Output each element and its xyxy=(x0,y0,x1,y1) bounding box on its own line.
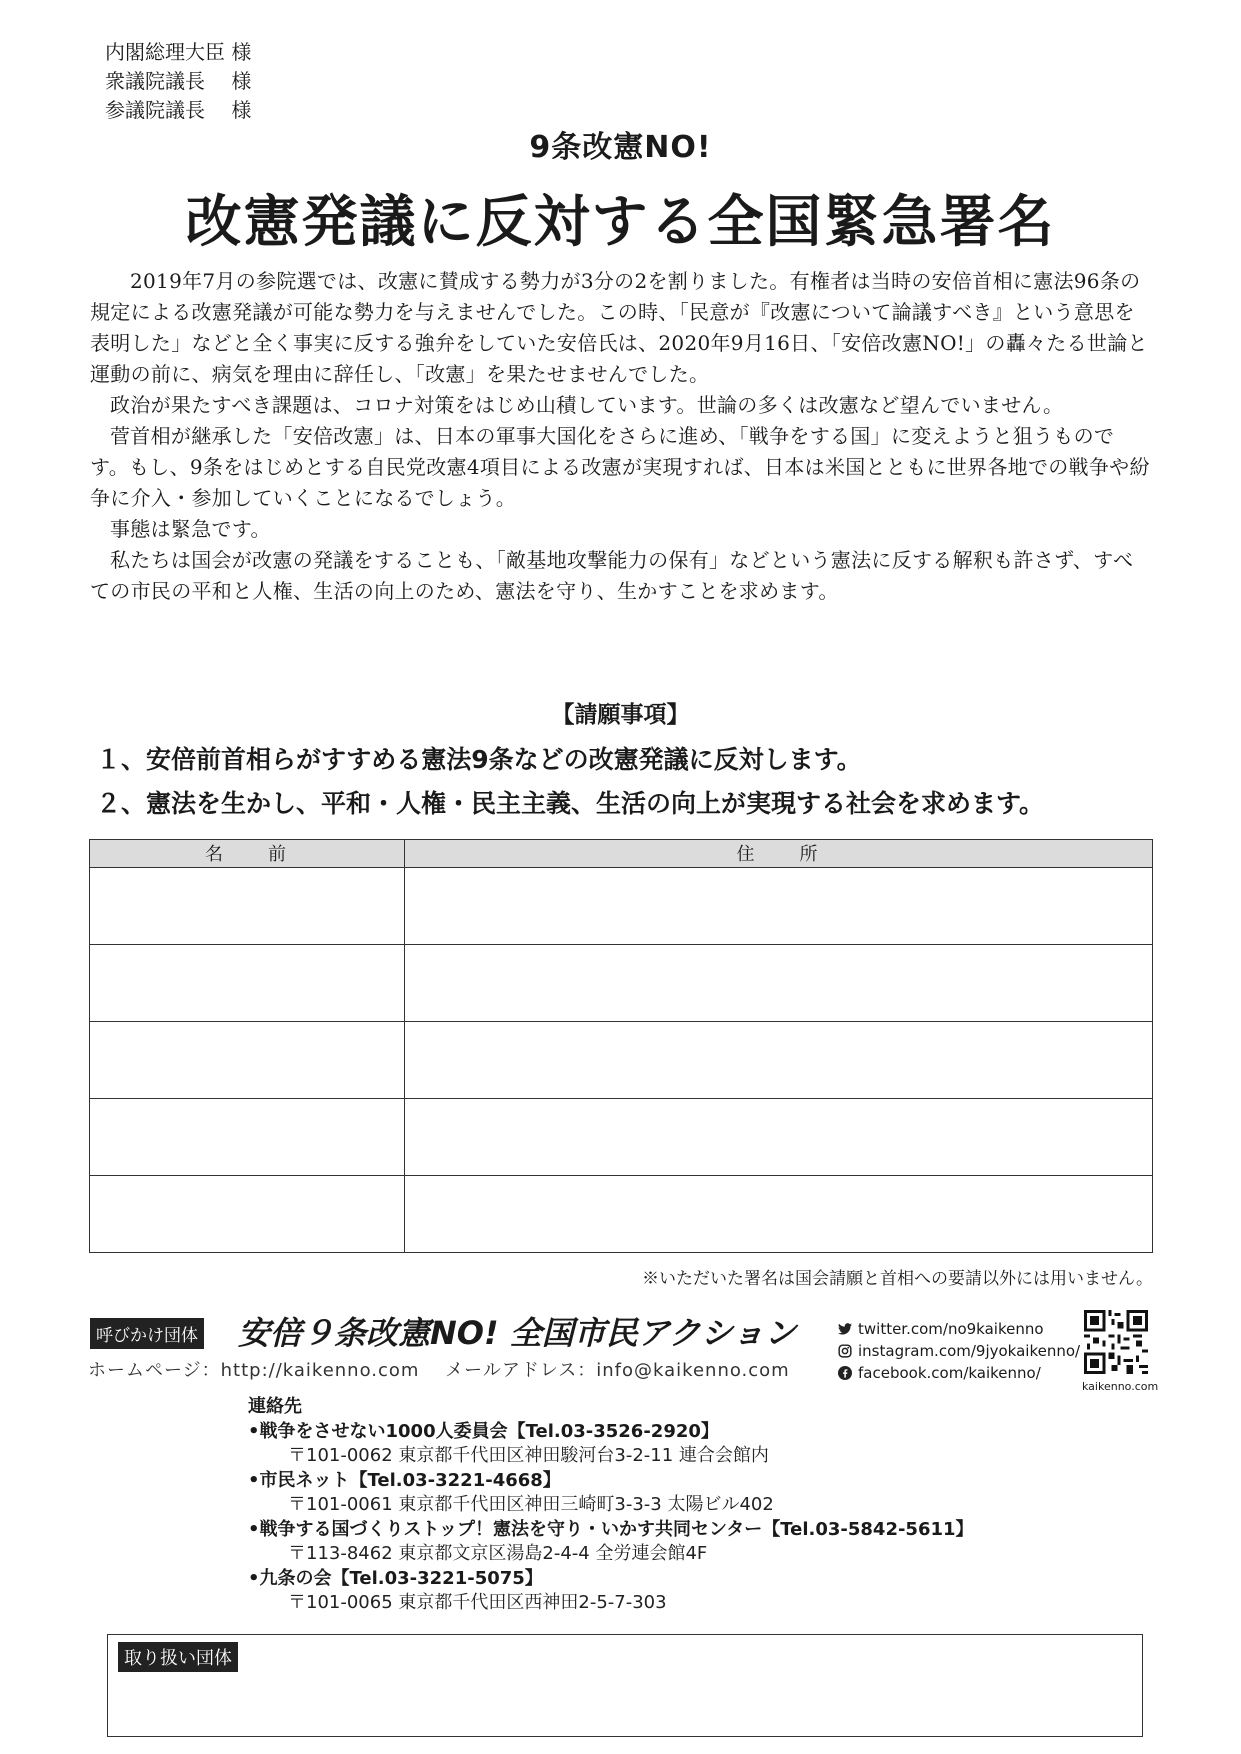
name-field[interactable] xyxy=(90,1021,405,1098)
body-paragraph: 2019年7月の参院選では、改憲に賛成する勢力が3分の2を割りました。有権者は当時の安倍首相に憲法96条の規定による改憲発議が可能な勢力を与えませんでした。この時、「民意が『改憲について論議すべき』という意思を表明した」などと全く事実に反する強弁をしていた安倍氏は、2020年9月16日、「安倍改憲NO!」の轟々たる世論と運動の前に、病気を理由に辞任し、「改憲」を果たせませんでした。 xyxy=(90,269,1148,386)
handler-tag: 取り扱い団体 xyxy=(118,1642,238,1672)
contact-address: 〒113-8462 東京都文京区湯島2-4-4 全労連会館4F xyxy=(288,1543,708,1564)
addressee-line: 参議院議長 様 xyxy=(105,98,252,122)
contacts-label: 連絡先 xyxy=(248,1396,302,1417)
contact-org: •戦争する国づくりストップ！憲法を守り・いかす共同センター【Tel.03-5842-5611】 xyxy=(248,1518,974,1540)
name-field[interactable] xyxy=(90,944,405,1021)
signature-row xyxy=(90,1098,1153,1175)
name-field[interactable] xyxy=(90,867,405,944)
usage-note: ※いただいた署名は国会請願と首相への要請以外には用いません。 xyxy=(641,1269,1153,1289)
signature-row xyxy=(90,1021,1153,1098)
address-field[interactable] xyxy=(405,1021,1153,1098)
contact-org: •九条の会【Tel.03-3221-5075】 xyxy=(248,1567,543,1589)
addressee-block xyxy=(105,38,251,125)
contact-org: •市民ネット【Tel.03-3221-4668】 xyxy=(248,1469,561,1491)
sns-text: instagram.com/9jyokaikenno/ xyxy=(858,1342,1081,1360)
page-title: 改憲発議に反対する全国緊急署名 xyxy=(185,190,1056,255)
contact-address: 〒101-0065 東京都千代田区西神田2-5-7-303 xyxy=(288,1592,667,1613)
name-column-header: 名 前 xyxy=(90,840,405,868)
handler-box[interactable] xyxy=(107,1634,1143,1737)
caller-name: 安倍９条改憲NO! 全国市民アクション xyxy=(238,1314,797,1352)
signature-table-header xyxy=(90,840,1153,868)
facebook-icon xyxy=(838,1366,852,1380)
homepage-email: ホームページ：http://kaikenno.com メールアドレス：info@kaikenno.com xyxy=(88,1360,790,1381)
signature-row xyxy=(90,867,1153,944)
caller-tag: 呼びかけ団体 xyxy=(90,1318,204,1349)
petition-item: ２、憲法を生かし、平和・人権・民主主義、生活の向上が実現する社会を求めます。 xyxy=(96,789,1045,818)
sns-text: twitter.com/no9kaikenno xyxy=(858,1320,1044,1338)
qr-caption: kaikenno.com xyxy=(1082,1380,1159,1393)
signature-table xyxy=(89,839,1153,1253)
sns-text: facebook.com/kaikenno/ xyxy=(858,1364,1041,1382)
petition-heading: 【請願事項】 xyxy=(551,702,690,728)
signature-row xyxy=(90,944,1153,1021)
address-field[interactable] xyxy=(405,944,1153,1021)
sns-link-twitter[interactable] xyxy=(838,1318,1080,1340)
body-paragraph: 政治が果たすべき課題は、コロナ対策をはじめ山積しています。世論の多くは改憲など望んでいません。 xyxy=(110,393,1064,417)
address-column-header: 住 所 xyxy=(405,840,1153,868)
address-field[interactable] xyxy=(405,1175,1153,1252)
twitter-icon xyxy=(838,1322,852,1336)
sns-link-facebook[interactable] xyxy=(838,1362,1080,1384)
contact-org: •戦争をさせない1000人委員会【Tel.03-3526-2920】 xyxy=(248,1420,719,1442)
subtitle: 9条改憲NO! xyxy=(529,130,712,165)
body-paragraph: 菅首相が継承した「安倍改憲」は、日本の軍事大国化をさらに進め、「戦争をする国」に変えようと狙うものです。もし、9条をはじめとする自民党改憲4項目による改憲が実現すれば、日本は米国とともに世界各地での戦争や紛争に介入・参加していくことになるでしょう。 xyxy=(90,424,1150,510)
petition-item: １、安倍前首相らがすすめる憲法9条などの改憲発議に反対します。 xyxy=(96,745,862,774)
name-field[interactable] xyxy=(90,1175,405,1252)
addressee-line: 衆議院議長 様 xyxy=(105,69,252,93)
contact-address: 〒101-0062 東京都千代田区神田駿河台3-2-11 連合会館内 xyxy=(288,1445,769,1466)
address-field[interactable] xyxy=(405,1098,1153,1175)
sns-links xyxy=(838,1318,1080,1384)
sns-link-instagram[interactable] xyxy=(838,1340,1080,1362)
name-field[interactable] xyxy=(90,1098,405,1175)
signature-row xyxy=(90,1175,1153,1252)
qr-code xyxy=(1084,1310,1148,1374)
contact-address: 〒101-0061 東京都千代田区神田三崎町3-3-3 太陽ビル402 xyxy=(288,1494,774,1515)
instagram-icon xyxy=(838,1344,852,1358)
body-text xyxy=(90,266,1152,607)
body-paragraph: 事態は緊急です。 xyxy=(110,517,271,541)
address-field[interactable] xyxy=(405,867,1153,944)
body-paragraph: 私たちは国会が改憲の発議をすることも、「敵基地攻撃能力の保有」などという憲法に反する解釈も許さず、すべての市民の平和と人権、生活の向上のため、憲法を守り、生かすことを求めます。 xyxy=(90,548,1134,603)
addressee-line: 内閣総理大臣 様 xyxy=(105,40,252,64)
contact-list xyxy=(248,1395,974,1616)
